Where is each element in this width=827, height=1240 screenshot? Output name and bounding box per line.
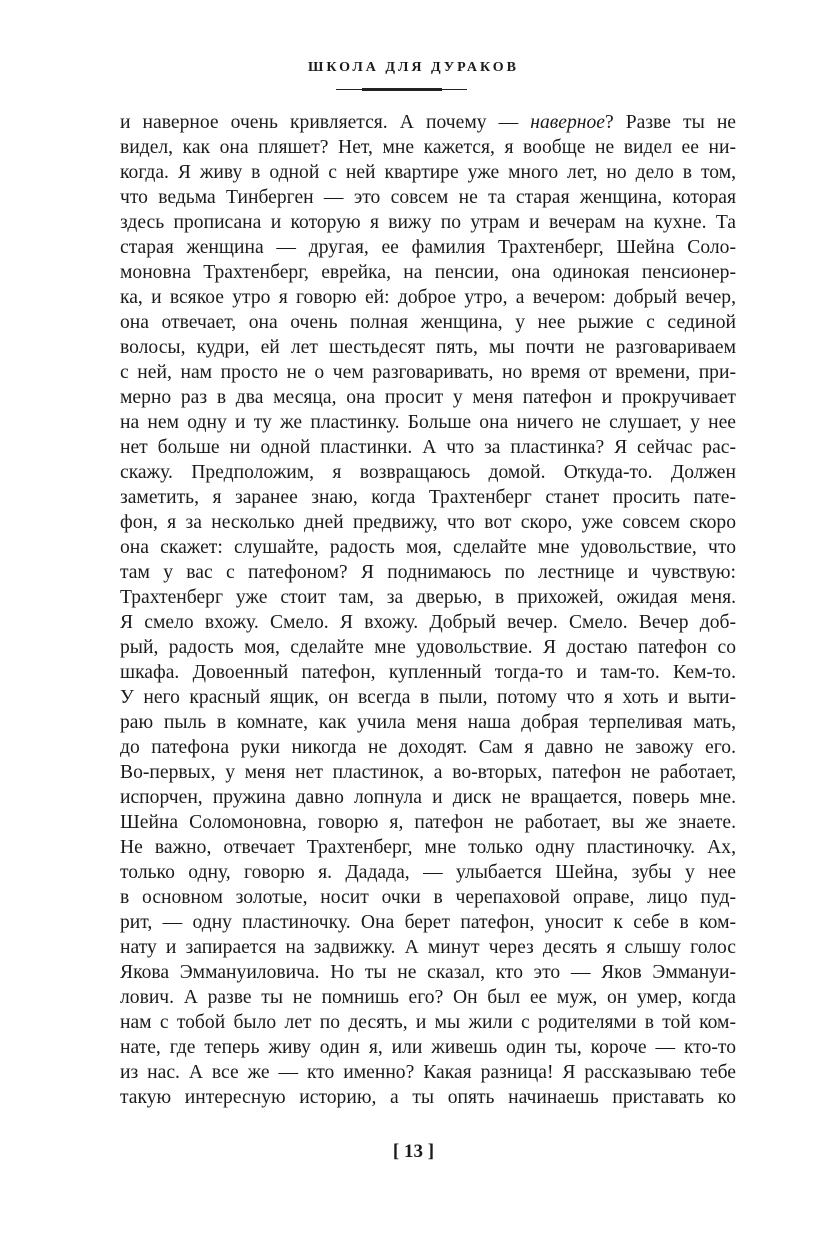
text-line bbox=[120, 835, 736, 860]
text-line-content: нам с тобой было лет по десять, и мы жили с родителями в той ком- bbox=[120, 1012, 736, 1033]
header-rule-accent bbox=[362, 88, 442, 91]
text-line-content: нате, где теперь живу один я, или живешь один ты, короче — кто-то bbox=[120, 1037, 736, 1058]
text-line-content: с ней, нам просто не о чем разговаривать, но время от времени, при- bbox=[120, 362, 736, 383]
text-line bbox=[120, 960, 736, 985]
text-line bbox=[120, 460, 736, 485]
text-line-content: Не важно, отвечает Трахтенберг, мне только одну пластиночку. Ах, bbox=[120, 837, 736, 858]
text-line bbox=[120, 435, 736, 460]
text-line bbox=[120, 385, 736, 410]
text-line bbox=[120, 660, 736, 685]
text-line bbox=[120, 135, 736, 160]
text-line bbox=[120, 185, 736, 210]
text-line-content: до патефона руки никогда не доходят. Сам я давно не завожу его. bbox=[120, 737, 736, 758]
body-text bbox=[120, 110, 736, 1110]
text-line-content: что ведьма Тинберген — это совсем не та старая женщина, которая bbox=[120, 187, 736, 208]
page-number: [ 13 ] bbox=[392, 1141, 435, 1162]
text-line bbox=[120, 935, 736, 960]
text-line-content: ка, и всякое утро я говорю ей: доброе утро, а вечером: добрый вечер, bbox=[120, 287, 736, 308]
text-line-content: на нем одну и ту же пластинку. Больше она ничего не слушает, у нее bbox=[120, 412, 736, 433]
text-line-content: лович. А разве ты не помнишь его? Он был ее муж, он умер, когда bbox=[120, 987, 736, 1008]
text-line-content: Я смело вхожу. Смело. Я вхожу. Добрый вечер. Смело. Вечер доб- bbox=[120, 612, 736, 633]
text-line-content: заметить, я заранее знаю, когда Трахтенберг станет просить пате- bbox=[120, 487, 736, 508]
text-line-content: раю пыль в комнате, как учила меня наша добрая терпеливая мать, bbox=[120, 712, 736, 733]
text-line bbox=[120, 735, 736, 760]
text-line bbox=[120, 810, 736, 835]
text-line-content: фон, я за несколько дней предвижу, что вот скоро, уже совсем скоро bbox=[120, 512, 736, 533]
text-line bbox=[120, 560, 736, 585]
emphasis-text: наверное bbox=[530, 112, 605, 133]
text-line-content: когда. Я живу в одной с ней квартире уже много лет, но дело в том, bbox=[120, 162, 736, 183]
text-line bbox=[120, 285, 736, 310]
text-line-content: Якова Эммануиловича. Но ты не сказал, кто это — Яков Эммануи- bbox=[120, 962, 736, 983]
text-line-content: моновна Трахтенберг, еврейка, на пенсии, она одинокая пенсионер- bbox=[120, 262, 736, 283]
text-line bbox=[120, 1085, 736, 1110]
text-line bbox=[120, 635, 736, 660]
text-line-content: волосы, кудри, ей лет шестьдесят пять, мы почти не разговариваем bbox=[120, 337, 736, 358]
text-line bbox=[120, 1035, 736, 1060]
text-line-content: старая женщина — другая, ее фамилия Трахтенберг, Шейна Соло- bbox=[120, 237, 736, 258]
text-line bbox=[120, 985, 736, 1010]
text-line-content: шкафа. Довоенный патефон, купленный тогда-то и там-то. Кем-то. bbox=[120, 662, 736, 683]
text-line bbox=[120, 310, 736, 335]
text-line bbox=[120, 110, 736, 135]
text-line-content: видел, как она пляшет? Нет, мне кажется, я вообще не видел ее ни- bbox=[120, 137, 736, 158]
text-line-content: рый, радость моя, сделайте мне удовольствие. Я достаю патефон со bbox=[120, 637, 736, 658]
text-line bbox=[120, 485, 736, 510]
text-line-content: в основном золотые, носит очки в черепаховой оправе, лицо пуд- bbox=[120, 887, 736, 908]
text-line bbox=[120, 910, 736, 935]
text-line bbox=[120, 1060, 736, 1085]
text-line-content: испорчен, пружина давно лопнула и диск не вращается, поверь мне. bbox=[120, 787, 736, 808]
text-line bbox=[120, 860, 736, 885]
text-line-content: Трахтенберг уже стоит там, за дверью, в прихожей, ожидая меня. bbox=[120, 587, 736, 608]
text-line-content: такую интересную историю, а ты опять начинаешь приставать ко bbox=[120, 1087, 736, 1108]
text-line-content: рит, — одну пластиночку. Она берет патефон, уносит к себе в ком- bbox=[120, 912, 736, 933]
text-line-content: она скажет: слушайте, радость моя, сделайте мне удовольствие, что bbox=[120, 537, 736, 558]
text-segment: и наверное очень кривляется. А почему — bbox=[120, 112, 531, 133]
text-line-content: там у вас с патефоном? Я поднимаюсь по лестнице и чувствую: bbox=[120, 562, 736, 583]
text-line-content: только одну, говорю я. Дадада, — улыбается Шейна, зубы у нее bbox=[120, 862, 736, 883]
text-line-content: нату и запирается на задвижку. А минут через десять я слышу голос bbox=[120, 937, 736, 958]
text-line bbox=[120, 535, 736, 560]
text-line bbox=[120, 710, 736, 735]
text-line-content: из нас. А все же — кто именно? Какая разница! Я рассказываю тебе bbox=[120, 1062, 736, 1083]
text-segment: ? Разве ты не bbox=[605, 112, 736, 133]
text-line bbox=[120, 360, 736, 385]
text-line bbox=[120, 585, 736, 610]
text-line bbox=[120, 685, 736, 710]
text-line bbox=[120, 335, 736, 360]
text-line-content: Шейна Соломоновна, говорю я, патефон не работает, вы же знаете. bbox=[120, 812, 736, 833]
text-line-content: Во-первых, у меня нет пластинок, а во-вторых, патефон не работает, bbox=[120, 762, 736, 783]
text-line bbox=[120, 235, 736, 260]
text-line-content: мерно раз в два месяца, она просит у меня патефон и прокручивает bbox=[120, 387, 736, 408]
running-header: ШКОЛА ДЛЯ ДУРАКОВ bbox=[307, 60, 520, 75]
text-line bbox=[120, 610, 736, 635]
text-line-content: У него красный ящик, он всегда в пыли, потому что я хоть и выти- bbox=[120, 687, 736, 708]
text-line-content: скажу. Предположим, я возвращаюсь домой. Откуда-то. Должен bbox=[120, 462, 736, 483]
text-line-content: она отвечает, она очень полная женщина, у нее рыжие с сединой bbox=[120, 312, 736, 333]
text-line bbox=[120, 510, 736, 535]
text-line bbox=[120, 160, 736, 185]
text-line-content: здесь прописана и которую я вижу по утрам и вечерам на кухне. Та bbox=[120, 212, 736, 233]
text-line bbox=[120, 885, 736, 910]
text-line bbox=[120, 1010, 736, 1035]
text-line bbox=[120, 410, 736, 435]
text-line-content: нет больше ни одной пластинки. А что за пластинка? Я сейчас рас- bbox=[120, 437, 736, 458]
text-line bbox=[120, 210, 736, 235]
text-line bbox=[120, 760, 736, 785]
text-line bbox=[120, 785, 736, 810]
text-line bbox=[120, 260, 736, 285]
